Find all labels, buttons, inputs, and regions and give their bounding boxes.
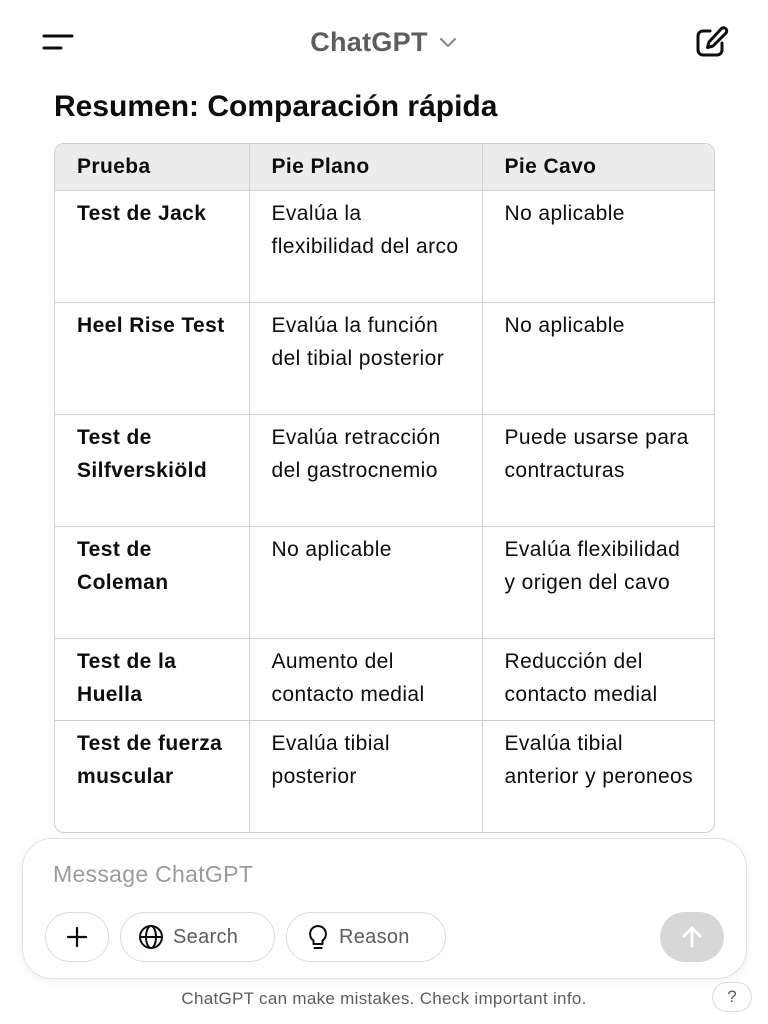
disclaimer-text: ChatGPT can make mistakes. Check important info. bbox=[181, 989, 587, 1008]
message-composer bbox=[22, 838, 747, 979]
compose-icon bbox=[694, 25, 730, 59]
top-bar bbox=[0, 0, 768, 82]
search-button[interactable] bbox=[120, 912, 275, 962]
table-cell: No aplicable bbox=[249, 526, 482, 638]
attach-button[interactable] bbox=[45, 912, 109, 962]
table-cell: Test de fuerza muscular bbox=[55, 720, 249, 832]
table-cell: Evalúa tibial posterior bbox=[249, 720, 482, 832]
send-button[interactable] bbox=[660, 912, 724, 962]
app-title: ChatGPT bbox=[310, 26, 428, 57]
chevron-down-icon bbox=[438, 35, 458, 49]
message-input[interactable] bbox=[53, 857, 653, 891]
reason-button[interactable] bbox=[286, 912, 446, 962]
table-row bbox=[55, 638, 715, 720]
table-row bbox=[55, 302, 715, 414]
table-cell: Evalúa la función del tibial posterior bbox=[249, 302, 482, 414]
table-cell: Test de la Huella bbox=[55, 638, 249, 720]
arrow-up-icon bbox=[679, 924, 705, 950]
column-header-pie-plano: Pie Plano bbox=[249, 144, 482, 190]
model-selector[interactable] bbox=[0, 24, 768, 60]
table-cell: Evalúa flexibilidad y origen del cavo bbox=[482, 526, 715, 638]
table-cell: No aplicable bbox=[482, 302, 715, 414]
comparison-table bbox=[54, 143, 715, 833]
table-cell: Reducción del contacto medial bbox=[482, 638, 715, 720]
globe-icon bbox=[137, 923, 165, 951]
column-header-prueba: Prueba bbox=[55, 144, 249, 190]
table-cell: Test de Silfverskiöld bbox=[55, 414, 249, 526]
table-row bbox=[55, 526, 715, 638]
message-heading: Resumen: Comparación rápida bbox=[54, 90, 498, 123]
table-cell: Test de Jack bbox=[55, 190, 249, 302]
table-cell: Heel Rise Test bbox=[55, 302, 249, 414]
table-row bbox=[55, 720, 715, 832]
search-label: Search bbox=[173, 925, 239, 948]
table-cell: Test de Coleman bbox=[55, 526, 249, 638]
plus-icon bbox=[65, 925, 89, 949]
new-chat-button[interactable] bbox=[690, 22, 734, 62]
table-cell: Evalúa tibial anterior y peroneos bbox=[504, 731, 694, 788]
table-header-row bbox=[55, 144, 715, 190]
reason-label: Reason bbox=[339, 925, 410, 948]
help-button[interactable] bbox=[712, 982, 752, 1012]
lightbulb-icon bbox=[305, 923, 331, 951]
table-cell: Evalúa la flexibilidad del arco bbox=[249, 190, 482, 302]
table-cell: Evalúa retracción del gastrocnemio bbox=[249, 414, 482, 526]
table-cell: No aplicable bbox=[482, 190, 715, 302]
table-cell: Aumento del contacto medial bbox=[249, 638, 482, 720]
column-header-pie-cavo: Pie Cavo bbox=[482, 144, 715, 190]
table-row bbox=[55, 190, 715, 302]
table-row bbox=[55, 414, 715, 526]
table-cell: Puede usarse para contracturas bbox=[482, 414, 715, 526]
help-label: ? bbox=[727, 987, 737, 1006]
